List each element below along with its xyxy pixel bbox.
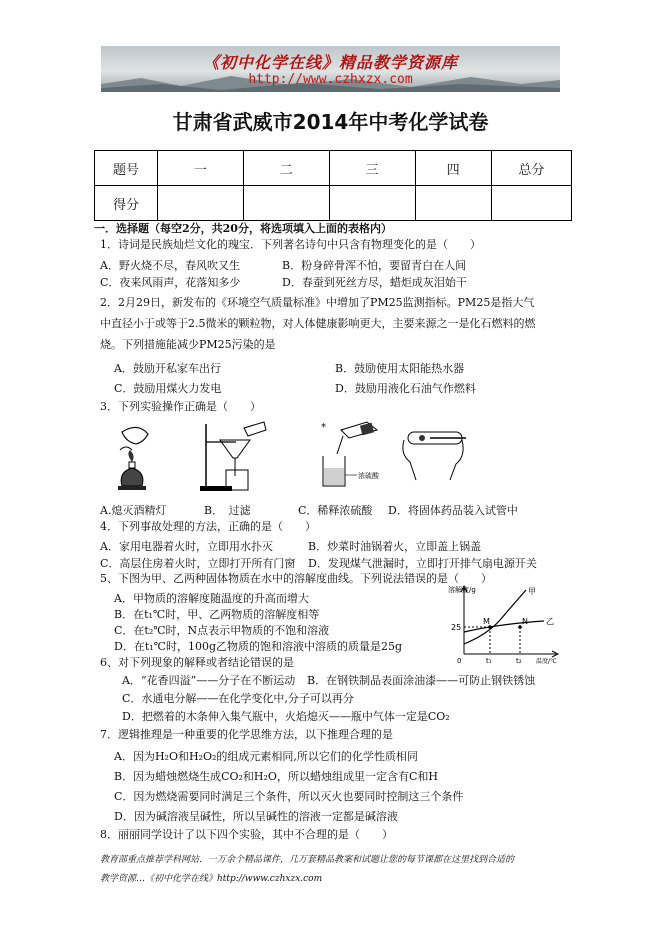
q6-option-a: A．“花香四溢”——分子在不断运动 (122, 674, 296, 687)
header-cell: 总分 (491, 151, 571, 186)
test-tube-image (400, 420, 470, 492)
q3-option-a: A.熄灭酒精灯 (100, 504, 167, 517)
q4-option-b: B．炒菜时油锅着火，立即盖上锅盖 (308, 540, 482, 553)
q8-stem: 8．丽丽同学设计了以下四个实验，其中不合理的是（ ） (100, 828, 393, 841)
alcohol-lamp-blowing-image (108, 420, 158, 492)
q3-option-d: D．将固体药品装入试管中 (388, 504, 518, 517)
dilute-sulfuric-acid-image (315, 420, 395, 492)
q7-option-b: B．因为蜡烛燃烧生成CO₂和H₂O，所以蜡烛组成里一定含有C和H (114, 770, 438, 783)
section-heading: 一．选择题（每空2分，共20分，将选项填入上面的表格内） (94, 222, 392, 235)
q4-stem: 4．下列事故处理的方法，正确的是（ ） (100, 520, 316, 533)
q3-option-b: B． 过滤 (204, 504, 251, 517)
q2-line-3: 烧。下列措施能减少PM25污染的是 (100, 338, 276, 351)
q6-stem: 6、对下列现象的解释或者结论错误的是 (100, 656, 294, 669)
header-cell: 题号 (95, 151, 158, 186)
row-label: 得分 (95, 186, 158, 221)
header-cell: 三 (329, 151, 415, 186)
header-cell: 二 (243, 151, 329, 186)
q6-option-d: D．把燃着的木条伸入集气瓶中，火焰熄灭——瓶中气体一定是CO₂ (122, 710, 450, 723)
q5-option-d: D．在t₁℃时，100g乙物质的饱和溶液中溶质的质量是25g (114, 640, 403, 653)
q4-option-c: C．高层住房着火时，立即打开所有门窗 (100, 557, 296, 570)
chart-xlabel: 温度/℃ (536, 658, 557, 664)
header-cell: 一 (157, 151, 243, 186)
q2-option-d: D．鼓励用液化石油气作燃料 (335, 382, 476, 395)
page-title: 甘肃省武威市2014年中考化学试卷 (172, 110, 489, 134)
q5-option-c: C．在t₂℃时，N点表示甲物质的不饱和溶液 (114, 624, 330, 637)
q1-option-b: B．粉身碎骨浑不怕，要留青白在人间 (282, 259, 467, 272)
chart-yi-label: 乙 (546, 617, 554, 626)
chart-origin: 0 (457, 657, 462, 664)
q3-option-c: C．稀释浓硫酸 (298, 504, 373, 517)
q7-option-a: A．因为H₂O和H₂O₂的组成元素相同,所以它们的化学性质相同 (114, 750, 418, 763)
header-cell: 四 (415, 151, 491, 186)
chart-jia-label: 甲 (528, 587, 536, 596)
acid-label: 浓硫酸 (358, 472, 379, 480)
header-banner (101, 46, 560, 92)
score-table-header-row (95, 151, 572, 186)
svg-text:*: * (321, 422, 326, 433)
chart-point-n-label: N (522, 617, 528, 626)
solubility-curve-chart (448, 584, 562, 664)
q3-stem: 3．下列实验操作正确是（ ） (100, 400, 261, 413)
q7-stem: 7．逻辑推理是一种重要的化学思维方法，以下推理合理的是 (100, 728, 393, 741)
q2-option-a: A．鼓励开私家车出行 (114, 362, 221, 375)
chart-point-m-label: M (483, 617, 490, 626)
score-cell (491, 186, 571, 221)
chart-ylabel-1: 溶解度/g (448, 586, 476, 594)
q2-line-2: 中直径小于或等于2.5微米的颗粒物，对人体健康影响更大，主要来源之一是化石燃料的燃 (100, 317, 536, 330)
q5-option-a: A．甲物质的溶解度随温度的升高而增大 (114, 592, 309, 605)
footer-line-1: 教育部重点推荐学科网站．一万余个精品课件，几万套精品教案和试题让您的每节课都在这里找到合适的 (100, 855, 515, 865)
score-cell (415, 186, 491, 221)
score-table (94, 150, 572, 221)
banner-slogan: 《初中化学在线》精品教学资源库 (202, 53, 458, 72)
score-cell (157, 186, 243, 221)
q1-option-d: D．春蚕到死丝方尽，蜡炬成灰泪始干 (282, 276, 467, 289)
score-cell (329, 186, 415, 221)
q4-option-d: D．发现煤气泄漏时，立即打开排气扇电源开关 (308, 557, 537, 570)
chart-t2-label: t₂ (516, 657, 522, 664)
curve-jia (464, 590, 526, 644)
chart-y-tick: 25 (451, 623, 462, 632)
filtration-image (200, 420, 270, 492)
footer-line-2[interactable]: 教学资源…《初中化学在线》http://www.czhxzx.com (100, 874, 323, 884)
q5-option-b: B．在t₁℃时，甲、乙两物质的溶解度相等 (114, 608, 320, 621)
q4-option-a: A．家用电器着火时，立即用水扑灭 (100, 540, 273, 553)
score-table-score-row (95, 186, 572, 221)
q2-line-1: 2．2月29日，新发布的《环境空气质量标准》中增加了PM25监测指标。PM25是指大气 (100, 296, 535, 309)
q7-option-d: D．因为碱溶液呈碱性，所以呈碱性的溶液一定都是碱溶液 (114, 810, 398, 823)
q7-option-c: C．因为燃烧需要同时满足三个条件，所以灭火也要同时控制这三个条件 (114, 790, 464, 803)
q6-option-c: C．水通电分解——在化学变化中,分子可以再分 (122, 692, 354, 705)
q2-option-c: C．鼓励用煤火力发电 (114, 382, 222, 395)
q1-stem: 1．诗词是民族灿烂文化的瑰宝．下列著名诗句中只含有物理变化的是（ ） (100, 238, 481, 251)
q5-stem: 5、下图为甲、乙两种固体物质在水中的溶解度曲线。下列说法错误的是（ ） (100, 572, 492, 585)
q2-option-b: B．鼓励使用太阳能热水器 (335, 362, 465, 375)
chart-t1-label: t₁ (486, 657, 492, 664)
q1-option-c: C．夜来风雨声，花落知多少 (100, 276, 241, 289)
q6-option-b: B．在钢铁制品表面涂油漆——可防止钢铁锈蚀 (307, 674, 536, 687)
q1-option-a: A．野火烧不尽，春风吹又生 (100, 259, 240, 272)
banner-url[interactable]: http://www.czhxzx.com (248, 72, 413, 87)
score-cell (243, 186, 329, 221)
